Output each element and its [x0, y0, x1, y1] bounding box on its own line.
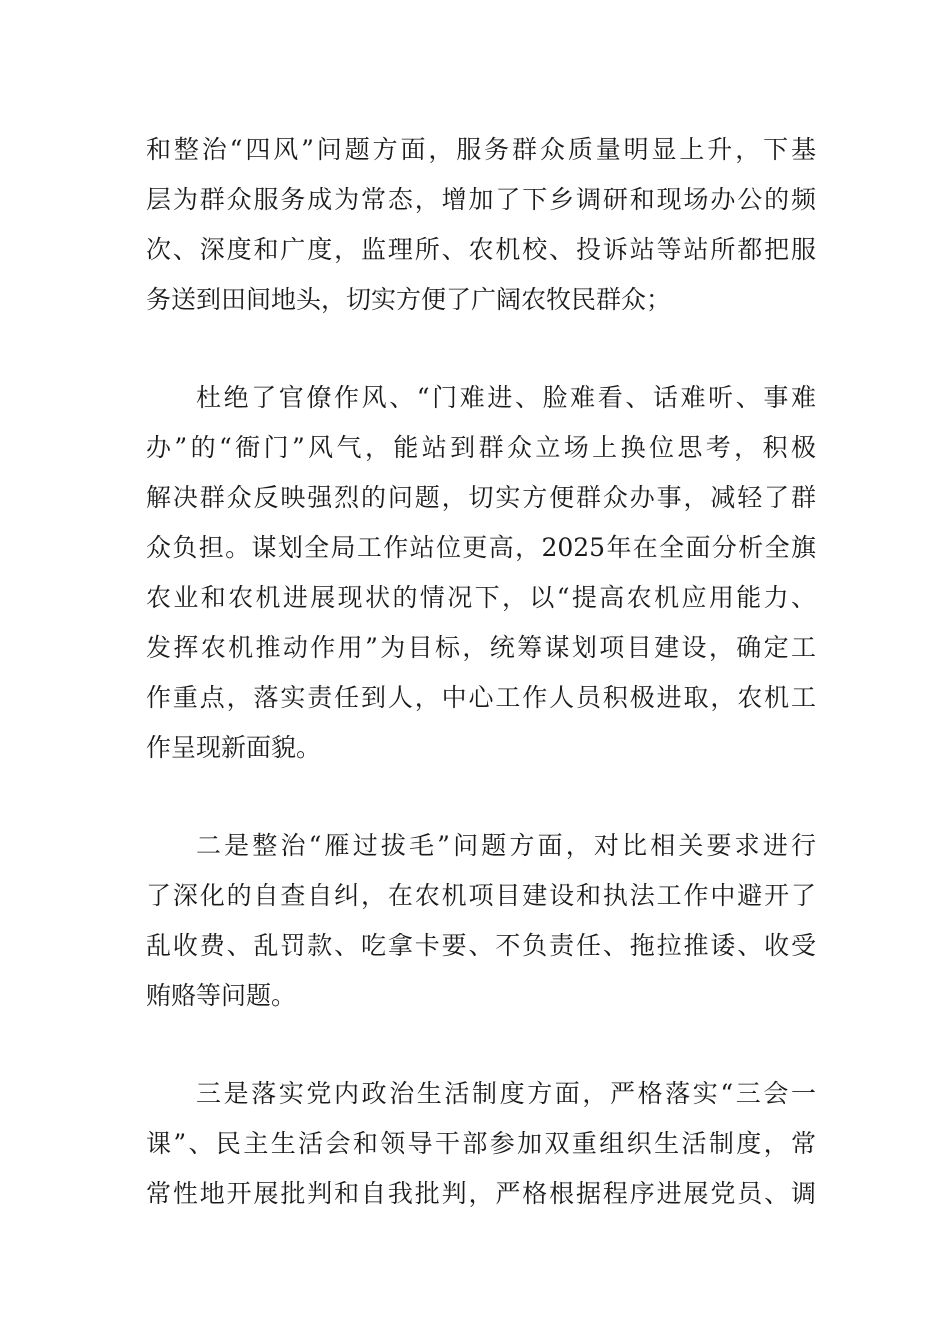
paragraph-3-line-2: 了深化的自查自纠，在农机项目建设和执法工作中避开了	[146, 881, 816, 910]
paragraph-2-line-1: 杜绝了官僚作风、“门难进、脸难看、话难听、事难	[196, 383, 816, 412]
paragraph-1-line-2: 层为群众服务成为常态，增加了下乡调研和现场办公的频	[146, 185, 816, 214]
paragraph-2-line-6: 发挥农机推动作用”为目标，统筹谋划项目建设，确定工	[146, 633, 816, 662]
paragraph-2-line-2: 办”的“衙门”风气，能站到群众立场上换位思考，积极	[146, 433, 816, 462]
paragraph-3-line-4: 贿赂等问题。	[146, 981, 297, 1010]
paragraph-2-line-4: 众负担。谋划全局工作站位更高，2025年在全面分析全旗	[146, 533, 816, 562]
paragraph-4-line-1: 三是落实党内政治生活制度方面，严格落实“三会一	[196, 1079, 816, 1108]
paragraph-4-line-2: 课”、民主生活会和领导干部参加双重组织生活制度，常	[146, 1129, 816, 1158]
paragraph-2-line-7: 作重点，落实责任到人，中心工作人员积极进取，农机工	[146, 683, 816, 712]
paragraph-2-line-3: 解决群众反映强烈的问题，切实方便群众办事，减轻了群	[146, 483, 816, 512]
paragraph-1-line-4: 务送到田间地头，切实方便了广阔农牧民群众；	[146, 285, 672, 314]
paragraph-1-line-1: 和整治“四风”问题方面，服务群众质量明显上升，下基	[146, 135, 816, 164]
paragraph-2-line-8: 作呈现新面貌。	[146, 733, 322, 762]
paragraph-2-line-5: 农业和农机进展现状的情况下，以“提高农机应用能力、	[146, 583, 816, 612]
paragraph-1-line-3: 次、深度和广度，监理所、农机校、投诉站等站所都把服	[146, 235, 816, 264]
paragraph-3-line-3: 乱收费、乱罚款、吃拿卡要、不负责任、拖拉推诿、收受	[146, 931, 816, 960]
paragraph-3-line-1: 二是整治“雁过拔毛”问题方面，对比相关要求进行	[196, 831, 816, 860]
paragraph-4-line-3: 常性地开展批判和自我批判，严格根据程序进展党员、调	[146, 1179, 816, 1208]
